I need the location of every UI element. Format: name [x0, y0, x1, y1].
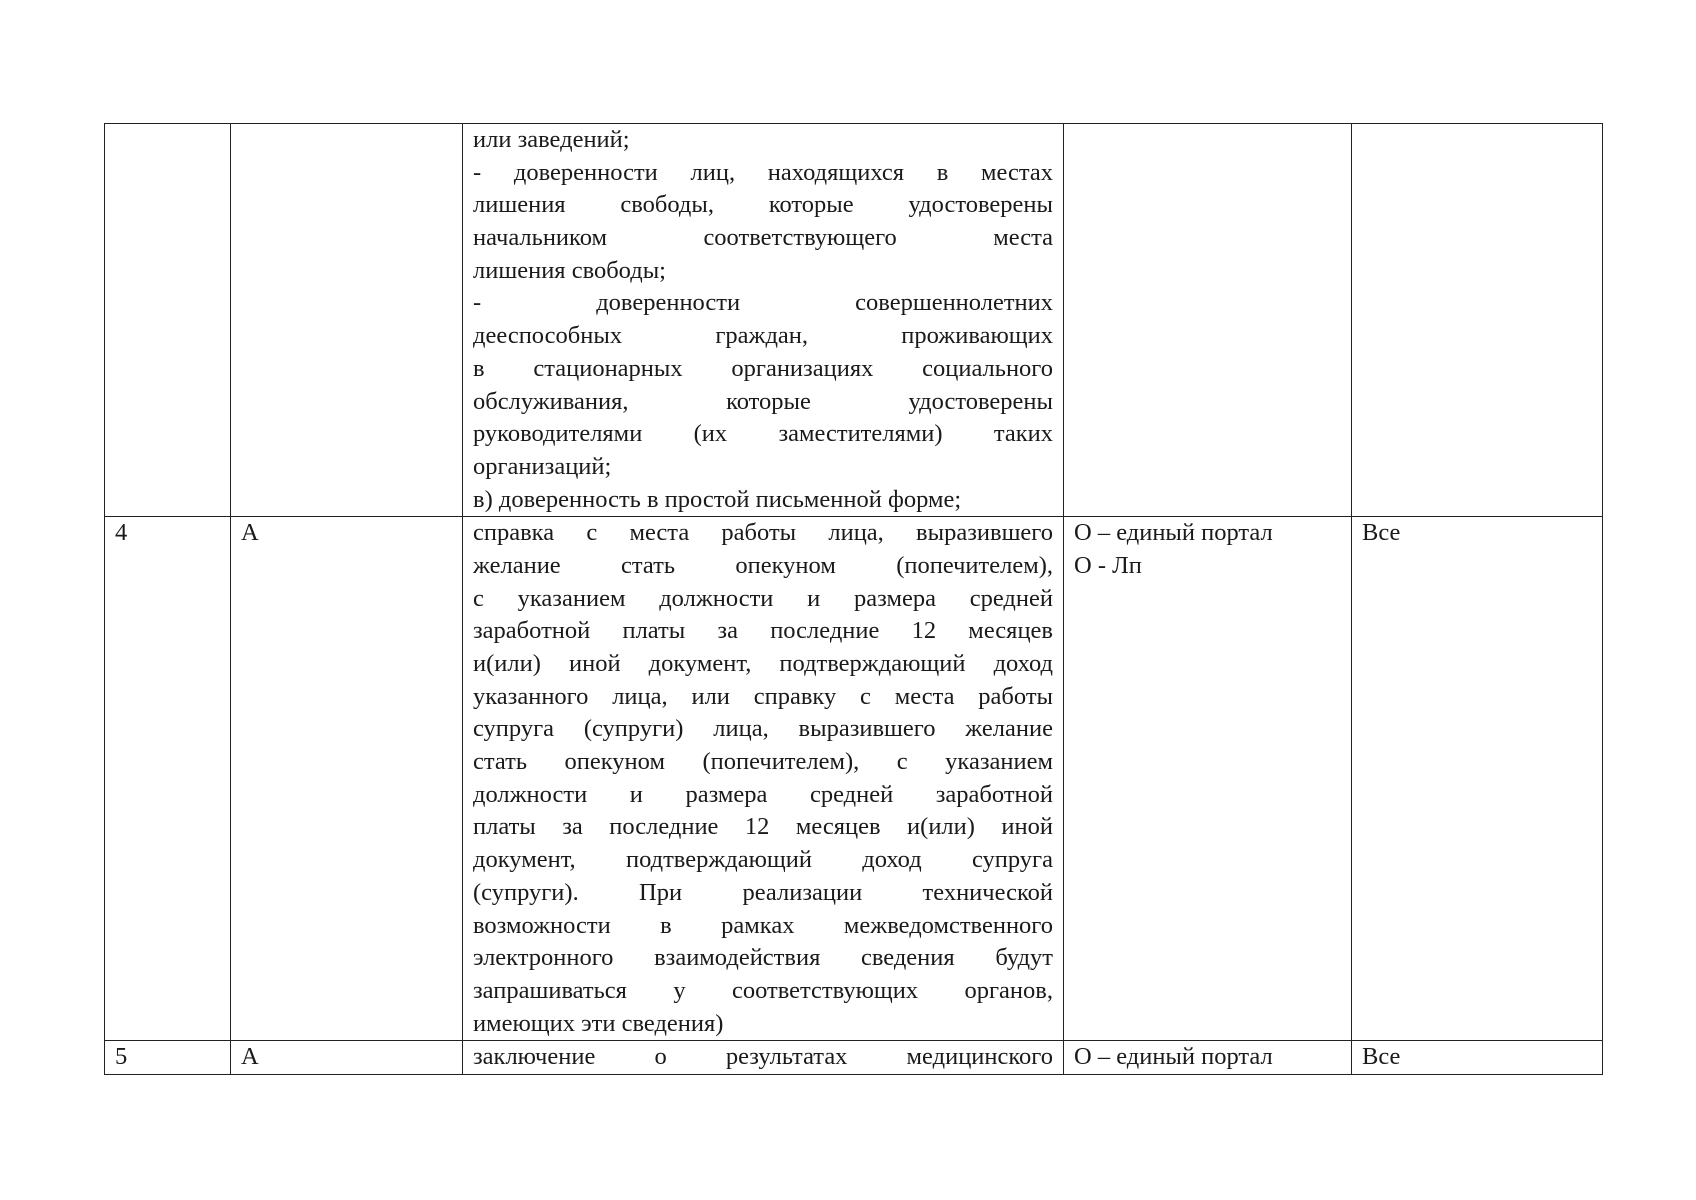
text-line: начальником соответствующего места — [473, 224, 1053, 252]
submission-channel: О – единый портал — [1074, 1043, 1273, 1071]
submission-channel: О - Лп — [1074, 551, 1142, 579]
applicable-scope-cell — [1352, 517, 1603, 1041]
text-line: указанного лица, или справку с места работы — [473, 682, 1053, 710]
text-line: - доверенности лиц, находящихся в местах — [473, 158, 1053, 186]
text-line: и(или) иной документ, подтверждающий доход — [473, 650, 1053, 677]
text-line: платы за последние 12 месяцев и(или) иной — [473, 813, 1053, 841]
text-line: (супруги). При реализации технической — [473, 878, 1053, 906]
text-line: или заведений; — [473, 126, 630, 153]
applicable-scope: Все — [1362, 1043, 1401, 1071]
submission-channel-cell — [1064, 1041, 1352, 1075]
text-line: справка с места работы лица, выразившего — [473, 519, 1053, 547]
text-line: электронного взаимодействия сведения будут — [473, 944, 1053, 972]
text-line: организаций; — [473, 452, 612, 480]
table-row — [105, 1041, 1603, 1075]
document-description-cell — [463, 1041, 1064, 1075]
row-code-cell — [231, 517, 463, 1041]
row-code: А — [241, 519, 259, 547]
document-description-cell — [463, 124, 1064, 517]
text-line: имеющих эти сведения) — [473, 1009, 724, 1037]
row-number-cell — [105, 1041, 231, 1075]
row-number: 5 — [115, 1043, 128, 1071]
text-line: с указанием должности и размера средней — [473, 584, 1053, 612]
text-line: документ, подтверждающий доход супруга — [473, 846, 1053, 874]
text-line: запрашиваться у соответствующих органов, — [473, 976, 1053, 1004]
text-line: стать опекуном (попечителем), с указанием — [473, 748, 1053, 776]
row-number-cell — [105, 124, 231, 517]
text-line: - доверенности совершеннолетних — [473, 289, 1053, 317]
text-line: лишения свободы; — [473, 256, 666, 284]
text-line: руководителями (их заместителями) таких — [473, 420, 1053, 448]
applicable-scope: Все — [1362, 519, 1401, 547]
text-line: в стационарных организациях социального — [473, 354, 1053, 382]
row-number: 4 — [115, 519, 128, 547]
submission-channel-cell — [1064, 517, 1352, 1041]
applicable-scope-cell — [1352, 124, 1603, 517]
text-line: заключение о результатах медицинского — [473, 1043, 1053, 1071]
text-line: возможности в рамках межведомственного — [473, 911, 1053, 939]
text-line: дееспособных граждан, проживающих — [473, 322, 1053, 350]
document-description-cell — [463, 517, 1064, 1041]
applicable-scope-cell — [1352, 1041, 1603, 1075]
table-row — [105, 517, 1603, 1041]
document-table — [104, 123, 1603, 1075]
text-line: обслуживания, которые удостоверены — [473, 387, 1053, 415]
submission-channel: О – единый портал — [1074, 519, 1273, 547]
text-line: супруга (супруги) лица, выразившего желание — [473, 715, 1053, 743]
row-code: А — [241, 1043, 259, 1071]
text-line: лишения свободы, которые удостоверены — [473, 191, 1053, 219]
text-line: желание стать опекуном (попечителем), — [473, 551, 1053, 579]
row-number-cell — [105, 517, 231, 1041]
text-line: должности и размера средней заработной — [473, 780, 1053, 808]
submission-channel-cell — [1064, 124, 1352, 517]
row-code-cell — [231, 1041, 463, 1075]
text-line: в) доверенность в простой письменной форме; — [473, 485, 962, 513]
table-row — [105, 124, 1603, 517]
row-code-cell — [231, 124, 463, 517]
text-line: заработной платы за последние 12 месяцев — [473, 617, 1053, 645]
